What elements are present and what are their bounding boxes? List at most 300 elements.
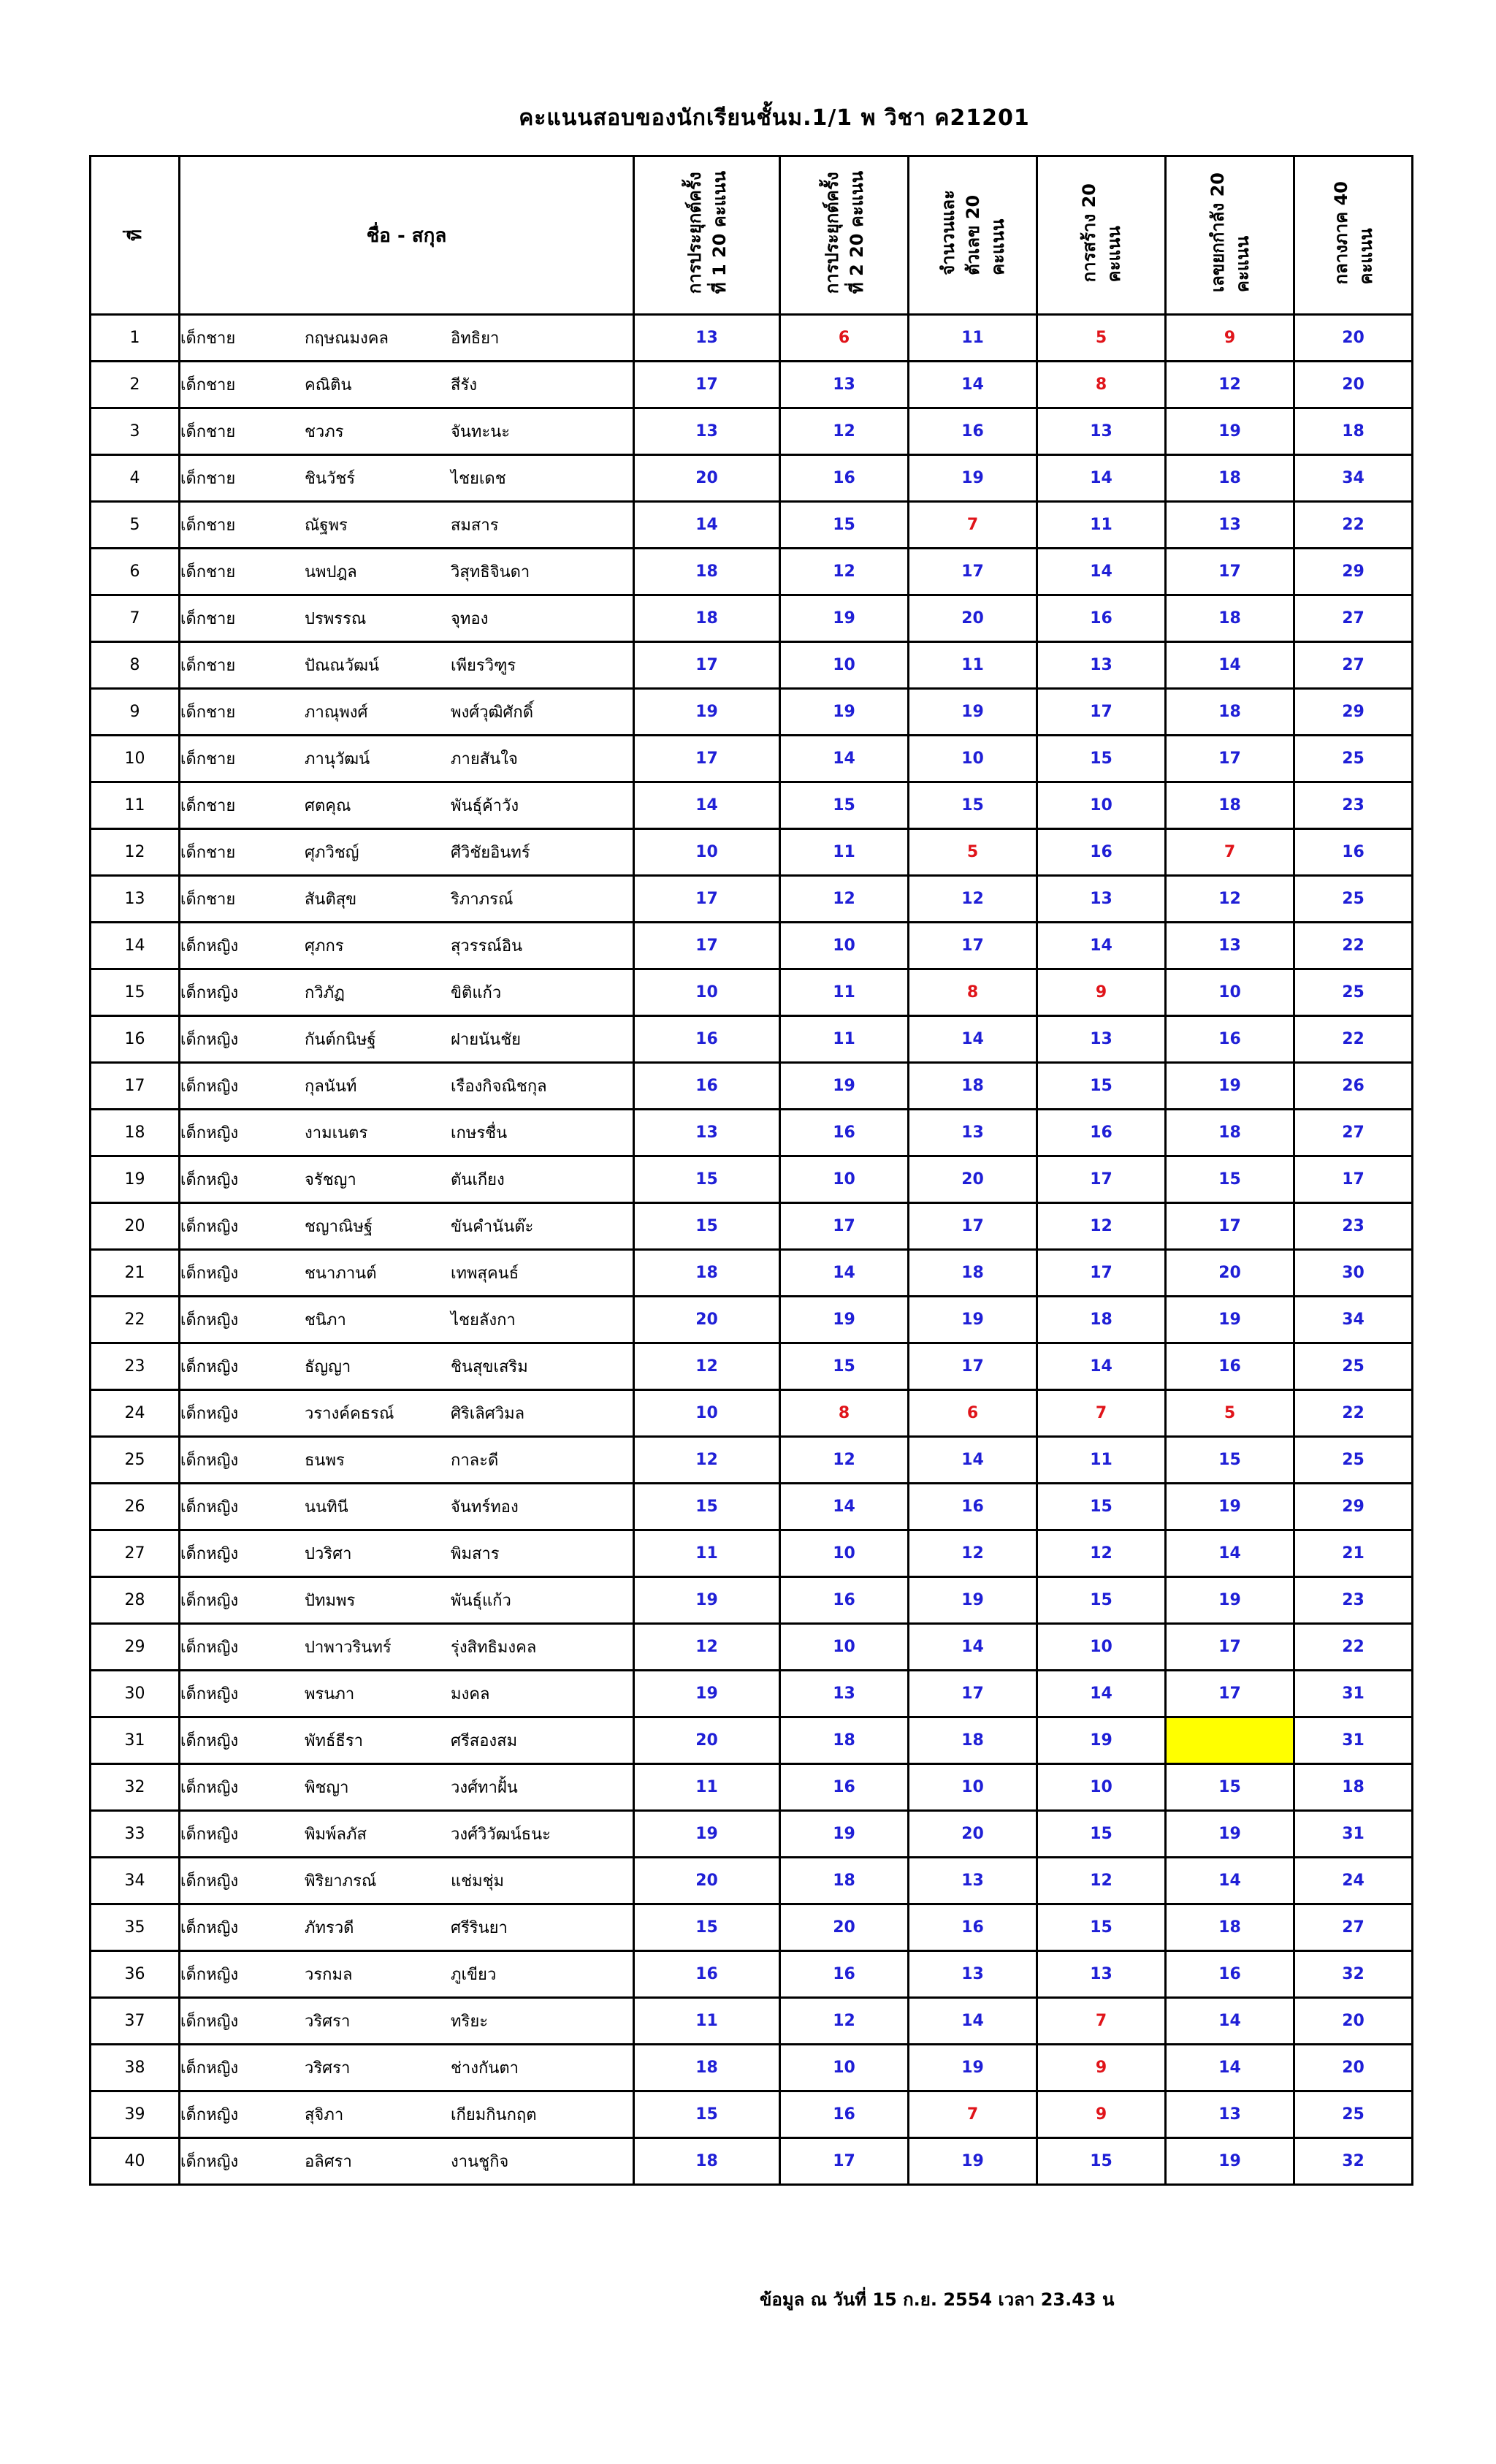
table-row bbox=[91, 1811, 1413, 1858]
student-first: พรนภา bbox=[305, 1685, 355, 1704]
row-number: 3 bbox=[91, 408, 180, 455]
table-row bbox=[91, 1063, 1413, 1110]
score-cell: 34 bbox=[1294, 455, 1413, 502]
table-row bbox=[91, 549, 1413, 595]
score-cell: 15 bbox=[1037, 1063, 1166, 1110]
student-prefix: เด็กหญิง bbox=[180, 1124, 239, 1143]
score-cell: 16 bbox=[780, 1577, 909, 1624]
student-prefix: เด็กหญิง bbox=[180, 1826, 239, 1844]
row-number: 8 bbox=[91, 642, 180, 689]
student-prefix: เด็กชาย bbox=[180, 703, 236, 722]
score-cell: 6 bbox=[909, 1390, 1037, 1437]
student-first: อลิศรา bbox=[305, 2153, 352, 2171]
student-first: พิมพ์ลภัส bbox=[305, 1826, 367, 1844]
score-cell: 14 bbox=[780, 736, 909, 782]
student-last: ชินสุขเสริม bbox=[451, 1358, 528, 1376]
student-prefix: เด็กหญิง bbox=[180, 1358, 239, 1376]
score-cell: 19 bbox=[780, 1811, 909, 1858]
row-number: 2 bbox=[91, 362, 180, 408]
row-number: 28 bbox=[91, 1577, 180, 1624]
score-cell: 17 bbox=[1037, 1250, 1166, 1297]
student-prefix: เด็กหญิง bbox=[180, 1639, 239, 1657]
student-name bbox=[180, 1203, 634, 1250]
student-last: ทริยะ bbox=[451, 2013, 489, 2031]
score-cell: 16 bbox=[909, 1904, 1037, 1951]
student-first: นพปฎล bbox=[305, 563, 357, 581]
score-cell: 11 bbox=[634, 1530, 780, 1577]
score-cell: 17 bbox=[909, 1671, 1037, 1717]
score-cell: 7 bbox=[909, 2091, 1037, 2138]
student-prefix: เด็กหญิง bbox=[180, 1685, 239, 1704]
score-cell: 13 bbox=[1037, 876, 1166, 923]
grades-table bbox=[89, 155, 1413, 2186]
student-first: พัทธ์ธีรา bbox=[305, 1732, 364, 1750]
student-first: กุลนันท์ bbox=[305, 1077, 357, 1096]
score-cell: 18 bbox=[634, 2045, 780, 2091]
row-number: 9 bbox=[91, 689, 180, 736]
score-cell: 13 bbox=[909, 1951, 1037, 1998]
score-cell: 8 bbox=[1037, 362, 1166, 408]
student-last: กาละดี bbox=[451, 1452, 499, 1470]
student-last: ขิติแก้ว bbox=[451, 984, 502, 1002]
table-row bbox=[91, 595, 1413, 642]
row-number: 24 bbox=[91, 1390, 180, 1437]
row-number: 33 bbox=[91, 1811, 180, 1858]
score-cell: 8 bbox=[909, 969, 1037, 1016]
score-cell: 10 bbox=[780, 923, 909, 969]
score-cell: 20 bbox=[634, 1717, 780, 1764]
score-cell: 16 bbox=[634, 1063, 780, 1110]
table-row bbox=[91, 1764, 1413, 1811]
student-prefix: เด็กหญิง bbox=[180, 984, 239, 1002]
table-row bbox=[91, 455, 1413, 502]
table-row bbox=[91, 1156, 1413, 1203]
student-first: ธนพร bbox=[305, 1452, 345, 1470]
student-first: ธัญญา bbox=[305, 1358, 351, 1376]
score-cell: 12 bbox=[909, 1530, 1037, 1577]
score-cell: 12 bbox=[780, 1998, 909, 2045]
row-number: 36 bbox=[91, 1951, 180, 1998]
score-cell: 10 bbox=[1037, 1624, 1166, 1671]
student-name bbox=[180, 829, 634, 876]
table-row bbox=[91, 1016, 1413, 1063]
table-row bbox=[91, 1951, 1413, 1998]
student-prefix: เด็กหญิง bbox=[180, 1498, 239, 1517]
row-number: 27 bbox=[91, 1530, 180, 1577]
score-cell: 10 bbox=[780, 642, 909, 689]
row-number: 26 bbox=[91, 1484, 180, 1530]
table-row bbox=[91, 1530, 1413, 1577]
student-name bbox=[180, 689, 634, 736]
student-first: ชวภร bbox=[305, 423, 344, 441]
score-cell: 10 bbox=[634, 829, 780, 876]
score-cell: 7 bbox=[909, 502, 1037, 549]
student-name bbox=[180, 969, 634, 1016]
student-name bbox=[180, 362, 634, 408]
score-cell: 19 bbox=[1166, 1484, 1294, 1530]
row-number: 11 bbox=[91, 782, 180, 829]
score-cell: 19 bbox=[909, 455, 1037, 502]
score-cell: 9 bbox=[1037, 2091, 1166, 2138]
student-name bbox=[180, 1530, 634, 1577]
student-name bbox=[180, 1016, 634, 1063]
student-name bbox=[180, 1717, 634, 1764]
table-row bbox=[91, 362, 1413, 408]
student-name bbox=[180, 1998, 634, 2045]
header-row bbox=[91, 156, 1413, 315]
student-prefix: เด็กหญิง bbox=[180, 2059, 239, 2078]
row-number: 14 bbox=[91, 923, 180, 969]
score-cell: 20 bbox=[1166, 1250, 1294, 1297]
student-first: ณัฐพร bbox=[305, 516, 348, 535]
student-prefix: เด็กชาย bbox=[180, 470, 236, 488]
footer-timestamp: ข้อมูล ณ วันที่ 15 ก.ย. 2554 เวลา 23.43 น bbox=[760, 2289, 1115, 2310]
score-cell: 11 bbox=[780, 829, 909, 876]
student-prefix: เด็กชาย bbox=[180, 797, 236, 815]
score-cell: 25 bbox=[1294, 736, 1413, 782]
score-cell: 9 bbox=[1037, 969, 1166, 1016]
score-cell: 10 bbox=[780, 1530, 909, 1577]
score-cell: 20 bbox=[909, 1811, 1037, 1858]
student-name bbox=[180, 315, 634, 362]
score-cell: 14 bbox=[1166, 2045, 1294, 2091]
score-cell: 13 bbox=[1166, 2091, 1294, 2138]
student-first: ปัทมพร bbox=[305, 1592, 356, 1610]
score-cell: 14 bbox=[1037, 1343, 1166, 1390]
score-cell: 9 bbox=[1037, 2045, 1166, 2091]
student-last: วงศ์ทาฝั้น bbox=[451, 1779, 518, 1797]
score-cell: 19 bbox=[909, 689, 1037, 736]
score-cell: 9 bbox=[1166, 315, 1294, 362]
score-cell: 19 bbox=[909, 1577, 1037, 1624]
student-last: อิทธิยา bbox=[451, 329, 500, 348]
score-cell: 18 bbox=[1166, 782, 1294, 829]
score-cell: 18 bbox=[1166, 1110, 1294, 1156]
student-last: ศีวิชัยอินทร์ bbox=[451, 844, 530, 862]
score-cell: 10 bbox=[780, 2045, 909, 2091]
score-cell: 17 bbox=[1166, 549, 1294, 595]
student-prefix: เด็กชาย bbox=[180, 563, 236, 581]
student-last: ศรีรินยา bbox=[451, 1919, 508, 1937]
score-cell: 16 bbox=[1166, 1951, 1294, 1998]
score-cell: 22 bbox=[1294, 502, 1413, 549]
header-col6: กลางภาค 40 คะแนน bbox=[1294, 156, 1413, 315]
score-cell: 10 bbox=[1166, 969, 1294, 1016]
score-cell: 20 bbox=[909, 595, 1037, 642]
student-name bbox=[180, 1110, 634, 1156]
student-last: ขันคำนันต๊ะ bbox=[451, 1218, 534, 1236]
student-prefix: เด็กหญิง bbox=[180, 1452, 239, 1470]
score-cell: 15 bbox=[634, 1203, 780, 1250]
score-cell: 14 bbox=[780, 1250, 909, 1297]
score-cell: 25 bbox=[1294, 1343, 1413, 1390]
student-prefix: เด็กหญิง bbox=[180, 1732, 239, 1750]
score-cell: 13 bbox=[1037, 1951, 1166, 1998]
student-name bbox=[180, 1671, 634, 1717]
student-prefix: เด็กหญิง bbox=[180, 1218, 239, 1236]
student-prefix: เด็กหญิง bbox=[180, 1592, 239, 1610]
student-last: ภูเขียว bbox=[451, 1966, 497, 1984]
student-name bbox=[180, 1904, 634, 1951]
score-cell: 20 bbox=[1294, 362, 1413, 408]
student-name bbox=[180, 2138, 634, 2185]
student-first: ชินวัชร์ bbox=[305, 470, 356, 488]
score-cell: 15 bbox=[1037, 736, 1166, 782]
row-number: 13 bbox=[91, 876, 180, 923]
student-name bbox=[180, 642, 634, 689]
table-row bbox=[91, 1671, 1413, 1717]
score-cell: 17 bbox=[634, 736, 780, 782]
student-last: เรืองกิจณิชกุล bbox=[451, 1077, 547, 1096]
score-cell: 10 bbox=[634, 969, 780, 1016]
row-number: 12 bbox=[91, 829, 180, 876]
score-cell: 23 bbox=[1294, 782, 1413, 829]
student-prefix: เด็กชาย bbox=[180, 423, 236, 441]
score-cell: 18 bbox=[780, 1717, 909, 1764]
score-cell: 13 bbox=[634, 1110, 780, 1156]
score-cell: 15 bbox=[1037, 1811, 1166, 1858]
student-name bbox=[180, 2045, 634, 2091]
score-cell: 20 bbox=[1294, 2045, 1413, 2091]
student-first: วรกมล bbox=[305, 1966, 353, 1984]
student-last: เกียมกินกฤต bbox=[451, 2106, 537, 2124]
score-cell: 18 bbox=[1294, 1764, 1413, 1811]
student-last: แช่มชุ่ม bbox=[451, 1872, 505, 1891]
student-first: จรัชญา bbox=[305, 1171, 356, 1189]
score-cell: 17 bbox=[1166, 1203, 1294, 1250]
row-number: 30 bbox=[91, 1671, 180, 1717]
row-number: 17 bbox=[91, 1063, 180, 1110]
score-cell: 20 bbox=[634, 1297, 780, 1343]
student-last: ริภาภรณ์ bbox=[451, 890, 514, 909]
table-row bbox=[91, 1343, 1413, 1390]
score-cell: 14 bbox=[909, 1437, 1037, 1484]
score-cell: 29 bbox=[1294, 689, 1413, 736]
score-cell: 18 bbox=[909, 1063, 1037, 1110]
score-cell: 17 bbox=[1166, 1624, 1294, 1671]
score-cell: 10 bbox=[634, 1390, 780, 1437]
score-cell: 32 bbox=[1294, 2138, 1413, 2185]
score-cell: 5 bbox=[1037, 315, 1166, 362]
row-number: 16 bbox=[91, 1016, 180, 1063]
score-cell: 11 bbox=[909, 315, 1037, 362]
table-row bbox=[91, 1437, 1413, 1484]
score-cell: 19 bbox=[1166, 1811, 1294, 1858]
row-number: 39 bbox=[91, 2091, 180, 2138]
table-row bbox=[91, 736, 1413, 782]
score-cell: 19 bbox=[634, 1577, 780, 1624]
header-col4: การสร้าง 20 คะแนน bbox=[1037, 156, 1166, 315]
student-name bbox=[180, 736, 634, 782]
table-row bbox=[91, 502, 1413, 549]
score-cell: 15 bbox=[1037, 2138, 1166, 2185]
score-cell: 20 bbox=[634, 1858, 780, 1904]
student-prefix: เด็กหญิง bbox=[180, 1311, 239, 1330]
student-last: วิสุทธิจินดา bbox=[451, 563, 530, 581]
row-number: 19 bbox=[91, 1156, 180, 1203]
row-number: 37 bbox=[91, 1998, 180, 2045]
student-prefix: เด็กชาย bbox=[180, 376, 236, 394]
row-number: 18 bbox=[91, 1110, 180, 1156]
score-cell: 13 bbox=[1037, 408, 1166, 455]
score-cell: 12 bbox=[1166, 362, 1294, 408]
student-name bbox=[180, 1390, 634, 1437]
student-prefix: เด็กหญิง bbox=[180, 1031, 239, 1049]
table-row bbox=[91, 1203, 1413, 1250]
student-prefix: เด็กชาย bbox=[180, 610, 236, 628]
score-cell: 10 bbox=[909, 1764, 1037, 1811]
score-cell: 15 bbox=[1166, 1764, 1294, 1811]
row-number: 1 bbox=[91, 315, 180, 362]
score-cell: 11 bbox=[780, 969, 909, 1016]
score-cell: 23 bbox=[1294, 1577, 1413, 1624]
student-last: สมสาร bbox=[451, 516, 499, 535]
score-cell: 18 bbox=[1166, 595, 1294, 642]
student-last: จันทะนะ bbox=[451, 423, 511, 441]
score-cell: 19 bbox=[634, 1671, 780, 1717]
student-prefix: เด็กหญิง bbox=[180, 937, 239, 956]
score-cell: 14 bbox=[909, 362, 1037, 408]
student-first: วริศรา bbox=[305, 2013, 351, 2031]
score-cell: 15 bbox=[634, 1484, 780, 1530]
student-first: วรางค์คธรณ์ bbox=[305, 1405, 394, 1423]
student-last: สุวรรณ์อิน bbox=[451, 937, 523, 956]
score-cell: 12 bbox=[634, 1624, 780, 1671]
score-cell: 19 bbox=[634, 689, 780, 736]
score-cell: 17 bbox=[1037, 689, 1166, 736]
score-cell: 26 bbox=[1294, 1063, 1413, 1110]
student-name bbox=[180, 1297, 634, 1343]
student-name bbox=[180, 1343, 634, 1390]
score-cell: 19 bbox=[634, 1811, 780, 1858]
score-cell: 11 bbox=[780, 1016, 909, 1063]
student-first: คณิติน bbox=[305, 376, 352, 394]
score-cell: 14 bbox=[909, 1998, 1037, 2045]
student-last: รุ่งสิทธิมงคล bbox=[451, 1639, 537, 1657]
score-cell: 12 bbox=[909, 876, 1037, 923]
table-row bbox=[91, 2091, 1413, 2138]
student-name bbox=[180, 408, 634, 455]
score-cell: 20 bbox=[780, 1904, 909, 1951]
student-prefix: เด็กชาย bbox=[180, 329, 236, 348]
score-cell: 27 bbox=[1294, 1904, 1413, 1951]
student-last: ศิริเลิศวิมล bbox=[451, 1405, 525, 1423]
score-cell: 15 bbox=[634, 2091, 780, 2138]
student-name bbox=[180, 502, 634, 549]
score-cell: 20 bbox=[909, 1156, 1037, 1203]
student-first: ภาณุพงศ์ bbox=[305, 703, 368, 722]
score-cell: 24 bbox=[1294, 1858, 1413, 1904]
student-last: พันธุ์แก้ว bbox=[451, 1592, 511, 1610]
score-cell: 17 bbox=[780, 1203, 909, 1250]
student-name bbox=[180, 1577, 634, 1624]
student-last: เกษรชื่น bbox=[451, 1124, 508, 1143]
student-prefix: เด็กชาย bbox=[180, 844, 236, 862]
score-cell: 12 bbox=[1037, 1858, 1166, 1904]
student-first: กฤษณมงคล bbox=[305, 329, 389, 348]
row-number: 40 bbox=[91, 2138, 180, 2185]
student-last: งานชูกิจ bbox=[451, 2153, 509, 2171]
score-cell: 19 bbox=[780, 595, 909, 642]
student-last: ไชยลังกา bbox=[451, 1311, 516, 1330]
score-cell: 15 bbox=[634, 1156, 780, 1203]
header-name: ชื่อ - สกุล bbox=[180, 156, 634, 315]
score-cell: 14 bbox=[1166, 1998, 1294, 2045]
score-cell: 22 bbox=[1294, 1390, 1413, 1437]
score-cell: 10 bbox=[1037, 782, 1166, 829]
row-number: 23 bbox=[91, 1343, 180, 1390]
header-col5: เลขยกกำลัง 20 คะแนน bbox=[1166, 156, 1294, 315]
score-cell: 31 bbox=[1294, 1811, 1413, 1858]
score-cell: 18 bbox=[1166, 455, 1294, 502]
student-prefix: เด็กหญิง bbox=[180, 1966, 239, 1984]
score-cell: 14 bbox=[909, 1624, 1037, 1671]
score-cell: 15 bbox=[780, 502, 909, 549]
score-cell: 13 bbox=[1166, 502, 1294, 549]
score-cell: 15 bbox=[1037, 1904, 1166, 1951]
student-name bbox=[180, 923, 634, 969]
score-cell: 17 bbox=[1166, 1671, 1294, 1717]
student-prefix: เด็กหญิง bbox=[180, 1779, 239, 1797]
score-cell: 34 bbox=[1294, 1297, 1413, 1343]
score-cell: 13 bbox=[909, 1858, 1037, 1904]
score-cell: 19 bbox=[909, 1297, 1037, 1343]
score-cell: 27 bbox=[1294, 1110, 1413, 1156]
student-prefix: เด็กหญิง bbox=[180, 1405, 239, 1423]
student-last: วงศ์วิวัฒน์ธนะ bbox=[451, 1826, 551, 1844]
student-prefix: เด็กหญิง bbox=[180, 1919, 239, 1937]
student-last: ฝายนันชัย bbox=[451, 1031, 522, 1049]
score-cell: 15 bbox=[780, 1343, 909, 1390]
score-cell: 25 bbox=[1294, 2091, 1413, 2138]
score-cell: 14 bbox=[1037, 1671, 1166, 1717]
student-last: ภายสันใจ bbox=[451, 750, 518, 768]
score-cell: 20 bbox=[634, 455, 780, 502]
score-cell: 15 bbox=[1037, 1484, 1166, 1530]
score-cell: 30 bbox=[1294, 1250, 1413, 1297]
student-first: ปรพรรณ bbox=[305, 610, 367, 628]
score-cell: 19 bbox=[1037, 1717, 1166, 1764]
table-row bbox=[91, 1858, 1413, 1904]
score-cell: 16 bbox=[780, 1110, 909, 1156]
score-cell: 7 bbox=[1166, 829, 1294, 876]
score-cell: 13 bbox=[1037, 642, 1166, 689]
score-cell: 12 bbox=[1037, 1203, 1166, 1250]
score-cell: 15 bbox=[1037, 1577, 1166, 1624]
student-first: นนทินี bbox=[305, 1498, 348, 1517]
student-prefix: เด็กชาย bbox=[180, 516, 236, 535]
student-name bbox=[180, 1624, 634, 1671]
student-last: ไชยเดช bbox=[451, 470, 506, 488]
score-cell: 14 bbox=[634, 782, 780, 829]
score-cell: 15 bbox=[1166, 1437, 1294, 1484]
score-cell: 16 bbox=[1037, 829, 1166, 876]
score-cell: 19 bbox=[909, 2138, 1037, 2185]
score-cell: 19 bbox=[780, 689, 909, 736]
score-cell: 16 bbox=[780, 1951, 909, 1998]
student-first: สุจิภา bbox=[305, 2106, 344, 2124]
score-cell: 14 bbox=[1166, 1530, 1294, 1577]
score-cell: 17 bbox=[1294, 1156, 1413, 1203]
score-cell: 18 bbox=[634, 1250, 780, 1297]
score-cell bbox=[1166, 1717, 1294, 1764]
student-name bbox=[180, 595, 634, 642]
score-cell: 16 bbox=[1037, 595, 1166, 642]
score-cell: 29 bbox=[1294, 549, 1413, 595]
grades-body bbox=[91, 315, 1413, 2185]
table-row bbox=[91, 1904, 1413, 1951]
student-last: มงคล bbox=[451, 1685, 490, 1704]
